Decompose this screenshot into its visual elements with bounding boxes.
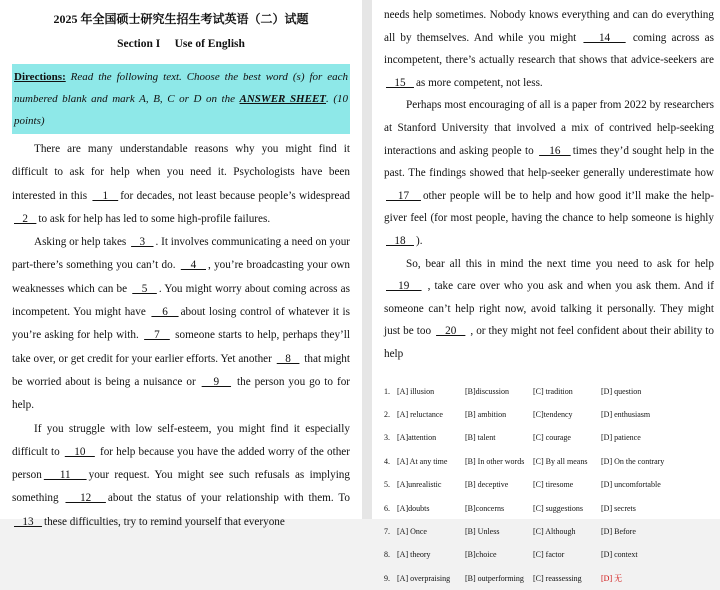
answer-sheet-label: ANSWER SHEET (240, 93, 326, 105)
option-b: [B] talent (465, 433, 533, 442)
option-c: [C] tradition (533, 387, 601, 396)
blank-5: 5 (130, 283, 159, 295)
blank-7: 7 (142, 329, 172, 341)
option-a: [A] reluctance (397, 410, 465, 419)
paragraph: If you struggle with low self-esteem, you might find it especially difficult to 10 for help because you have the added worry of the other person 11 your request. You might see such refusals as implying something 12 about the status of your relationship with them. To 13 these difficulties, try to remind yourself that everyone (12, 418, 350, 534)
blank-19: 19 (384, 280, 424, 292)
option-number: 8. (384, 550, 397, 559)
option-c: [C] Although (533, 527, 601, 536)
option-number: 9. (384, 574, 397, 583)
blank-6: 6 (149, 306, 180, 318)
option-a: [A]attention (397, 433, 465, 442)
option-c: [C] tiresome (533, 480, 601, 489)
directions-box (12, 64, 350, 134)
option-number: 5. (384, 480, 397, 489)
option-row (384, 567, 714, 590)
exam-title: 2025 年全国硕士研究生招生考试英语（二）试题 (12, 10, 350, 26)
option-row (384, 426, 714, 449)
paragraph: Asking or help takes 3 . It involves communicating a need on your part-there’s something you can’t do. 4 , you’re broadcasting your own weaknesses which can be 5 . You might worry about coming across as incompetent. You might have 6 about losing control of whatever it is you’re asking for help with. 7 someone starts to help, perhaps they’ll take over, or get credit for your earlier efforts. Yet another 8 that might be worried about is being a nuisance or 9 the person you go to for help. (12, 231, 350, 417)
option-a: [A] overpraising (397, 574, 465, 583)
left-passage (12, 138, 350, 534)
directions-lead: Directions: (14, 71, 66, 83)
option-d: [D] 无 (601, 573, 691, 584)
option-number: 6. (384, 504, 397, 513)
blank-12: 12 (63, 492, 107, 504)
option-row (384, 496, 714, 519)
option-a: [A] Once (397, 527, 465, 536)
option-d: [D] enthusiasm (601, 410, 691, 419)
option-d: [D] question (601, 387, 691, 396)
option-d: [D] uncomfortable (601, 480, 691, 489)
option-c: [C] By all means (533, 457, 601, 466)
blank-3: 3 (129, 236, 155, 248)
option-c: [C]tendency (533, 410, 601, 419)
section-heading: Section I Use of English (12, 38, 350, 54)
option-number: 4. (384, 457, 397, 466)
directions-text: Read the following text. Choose the best word (s) for each numbered blank and mark A, B, C or D on the (14, 71, 348, 105)
option-a: [A] theory (397, 550, 465, 559)
option-b: [B] Unless (465, 527, 533, 536)
option-number: 3. (384, 433, 397, 442)
option-a: [A] illusion (397, 387, 465, 396)
paragraph: So, bear all this in mind the next time you need to ask for help 19 , take care over who you ask and when you ask them. And if someone can’t help right now, avoid talking it personally. They might just be too 20 , or they might not feel confident about their ability to help (384, 253, 714, 366)
option-a: [A]unrealistic (397, 480, 465, 489)
paragraph: Perhaps most encouraging of all is a paper from 2022 by researchers at Stanford University that involved a mix of contrived help-seeking interactions and asking people to 16 times they’d sought help in the past. The findings showed that help-seeker generally underestimate how 17 other people will be to help and how good it’ll make the help-giver feel (for most people, having the chance to help someone is highly 18 ). (384, 94, 714, 252)
option-b: [B]discussion (465, 387, 533, 396)
option-number: 2. (384, 410, 397, 419)
option-row (384, 543, 714, 566)
blank-20: 20 (434, 325, 467, 337)
option-c: [C] suggestions (533, 504, 601, 513)
blank-18: 18 (384, 235, 416, 247)
option-d: [D] On the contrary (601, 457, 691, 466)
option-d: [D] Before (601, 527, 691, 536)
option-c: [C] courage (533, 433, 601, 442)
option-b: [B] ambition (465, 410, 533, 419)
blank-17: 17 (384, 190, 423, 202)
paragraph: needs help sometimes. Nobody knows everything and can do everything all by themselves. And while you might 14 coming across as incompetent, there’s actually research that shows that advice-seekers are 15 as more competent, not less. (384, 4, 714, 94)
option-b: [B]choice (465, 550, 533, 559)
option-row (384, 520, 714, 543)
option-a: [A]doubts (397, 504, 465, 513)
left-page (0, 0, 362, 519)
option-number: 7. (384, 527, 397, 536)
option-row (384, 380, 714, 403)
blank-14: 14 (581, 32, 627, 44)
blank-11: 11 (42, 469, 89, 481)
blank-8: 8 (275, 353, 302, 365)
blank-1: 1 (90, 190, 120, 202)
blank-4: 4 (179, 259, 208, 271)
blank-13: 13 (12, 516, 44, 528)
option-row (384, 450, 714, 473)
option-d: [D] patience (601, 433, 691, 442)
right-page (372, 0, 720, 519)
option-b: [B] In other words (465, 457, 533, 466)
option-c: [C] factor (533, 550, 601, 559)
option-c: [C] reassessing (533, 574, 601, 583)
option-d: [D] secrets (601, 504, 691, 513)
option-b: [B]concerns (465, 504, 533, 513)
blank-15: 15 (384, 77, 416, 89)
blank-2: 2 (12, 213, 38, 225)
blank-9: 9 (200, 376, 233, 388)
option-d: [D] context (601, 550, 691, 559)
blank-10: 10 (63, 446, 97, 458)
option-number: 1. (384, 387, 397, 396)
directions-tail: . (10 points) (14, 93, 348, 127)
right-passage (384, 4, 714, 366)
option-b: [B] outperforming (465, 574, 533, 583)
option-row (384, 403, 714, 426)
option-a: [A] At any time (397, 457, 465, 466)
paragraph: There are many understandable reasons why you might find it difficult to ask for help when you need it. Psychologists have been interested in this 1 for decades, not least because people’s widespread 2 to ask for help has led to some high-profile failures. (12, 138, 350, 231)
option-row (384, 473, 714, 496)
option-b: [B] deceptive (465, 480, 533, 489)
page-divider (362, 0, 372, 519)
blank-16: 16 (537, 145, 573, 157)
options-list (384, 380, 714, 590)
